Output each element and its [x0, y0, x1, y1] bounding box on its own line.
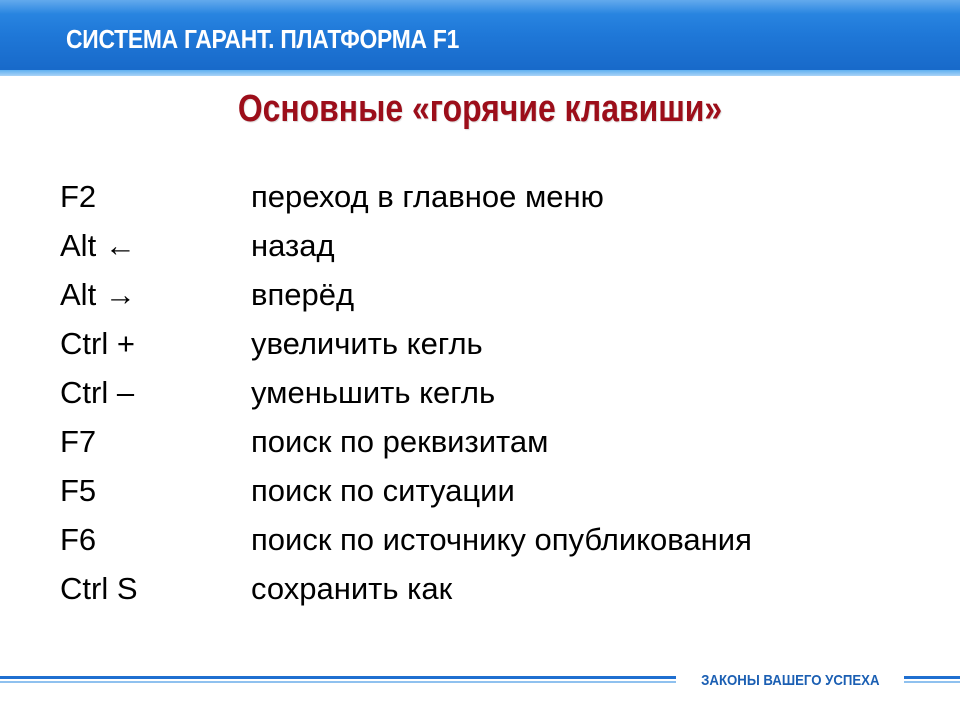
slide-title: Основные «горячие клавиши»: [237, 88, 723, 130]
hotkey-row: [60, 515, 920, 564]
header-band: [0, 0, 960, 76]
hotkey-key: F2: [60, 178, 97, 214]
hotkey-action: поиск по источнику опубликования: [251, 521, 752, 557]
footer-slogan: ЗАКОНЫ ВАШЕГО УСПЕХА: [700, 671, 880, 689]
hotkey-row: [60, 466, 920, 515]
hotkey-row: [60, 172, 920, 221]
hotkey-action: увеличить кегль: [251, 325, 483, 361]
header-title: СИСТЕМА ГАРАНТ. ПЛАТФОРМА F1: [66, 24, 460, 54]
hotkey-action: вперёд: [251, 276, 355, 312]
hotkey-list: [60, 172, 920, 613]
hotkey-row: [60, 319, 920, 368]
hotkey-key: Alt ←: [60, 227, 136, 263]
hotkey-row: [60, 221, 920, 270]
header-glow: [0, 0, 960, 14]
hotkey-key: F5: [60, 472, 97, 508]
hotkey-action: переход в главное меню: [251, 178, 604, 214]
hotkey-key: Ctrl +: [60, 325, 135, 361]
hotkey-action: уменьшить кегль: [251, 374, 496, 410]
hotkey-key: Ctrl S: [60, 570, 138, 606]
hotkey-action: поиск по реквизитам: [251, 423, 549, 459]
hotkey-action: сохранить как: [251, 570, 453, 606]
hotkey-action: назад: [251, 227, 335, 263]
hotkey-key: F6: [60, 521, 97, 557]
hotkey-key: Alt →: [60, 276, 136, 312]
hotkey-key: Ctrl –: [60, 374, 135, 410]
hotkey-action: поиск по ситуации: [251, 472, 515, 508]
hotkey-row: [60, 368, 920, 417]
hotkey-key: F7: [60, 423, 97, 459]
hotkey-row: [60, 417, 920, 466]
hotkey-row: [60, 564, 920, 613]
footer-slogan-box: [676, 666, 904, 694]
hotkey-row: [60, 270, 920, 319]
